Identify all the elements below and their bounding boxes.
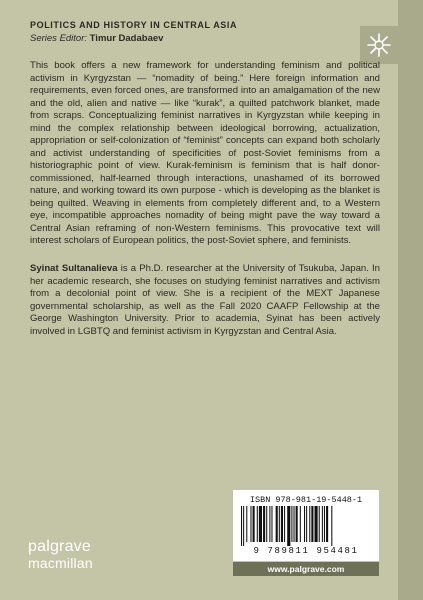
barcode-bar <box>271 506 272 542</box>
barcode-bar <box>304 506 305 542</box>
barcode-bar <box>241 506 242 546</box>
palgrave-logo-icon <box>360 26 398 64</box>
series-editor <box>30 33 163 44</box>
barcode-bar <box>287 506 290 546</box>
barcode-bar <box>253 506 255 542</box>
series-title: POLITICS AND HISTORY IN CENTRAL ASIA <box>30 20 238 30</box>
publisher-website: www.palgrave.com <box>233 562 379 576</box>
series-editor-name: Timur Dadabaev <box>89 33 164 44</box>
barcode-bar <box>319 506 320 542</box>
barcode-digits: 9 789811 954481 <box>253 546 359 556</box>
barcode-icon <box>241 506 371 546</box>
publisher-logo <box>28 539 93 571</box>
barcode-bar <box>281 506 283 542</box>
barcode-box <box>233 490 379 561</box>
barcode-bar <box>294 506 295 542</box>
publisher-name-line1: palgrave <box>28 538 91 555</box>
barcode-bar <box>300 506 301 542</box>
publisher-name-line2: macmillan <box>28 555 93 571</box>
barcode-bar <box>311 506 313 542</box>
barcode-bar <box>263 506 265 542</box>
barcode-bar <box>322 506 323 542</box>
spine-strip <box>398 0 423 600</box>
barcode-bar <box>276 506 278 542</box>
barcode-bar <box>284 506 285 542</box>
author-bio-text: is a Ph.D. researcher at the University of Tsukuba, Japan. In her academic research, she focuses on studying feminist narratives and activism from a decolonial point of view. She is a recipient of the MEXT Japanese governmental scholarship, as well as the Fall 2020 CAAFP Fellowship at the George Washington University. Prior to academia, Syinat has been actively involved in LGBTQ and feminist activism in Kyrgyzstan and Central Asia. <box>30 263 380 337</box>
barcode-bar <box>296 506 298 542</box>
barcode-bar <box>266 506 267 542</box>
barcode-bar <box>306 506 307 542</box>
barcode-bar <box>257 506 258 542</box>
barcode-bar <box>250 506 251 542</box>
barcode-bar <box>243 506 244 546</box>
book-blurb: This book offers a new framework for understanding feminism and political activism in Kyrgyzstan — “nomadity of being.” Here foreign information and requirements, even forced ones, are transformed into an amalgamation of the new and the old, alien and native — like “kurak”, a quilted patchwork blanket, made from scraps. Conceptualizing feminist narratives in Kyrgyzstan while keeping in mind the complex relationship between ideological borrowing, actualization, appropriation or self-colonization of “feminist” concepts can expand both scholarly and activist understanding of specificities of post-Soviet feminisms from a historiographic point of view. Kurak-feminism is feminism that is half donor-commissioned, half-learned through interactions, unashamed of its borrowed nature, and working toward its own purpose - which is developing as the blanket is being quilted. Weaving in elements from completely different and, to a Western eye, incompatible approaches nomadity of being might pave the way toward a Central Asian reframing of non-Western feminisms. This provocative text will interest scholars of European politics, the post-Soviet sphere, and feminists. <box>30 60 380 246</box>
isbn-label: ISBN 978-981-19-5448-1 <box>249 495 363 505</box>
barcode-bar <box>315 506 318 542</box>
author-name: Syinat Sultanalieva <box>30 263 118 274</box>
series-editor-label: Series Editor: <box>30 33 88 44</box>
barcode-bar <box>259 506 262 542</box>
barcode-bar <box>309 506 310 542</box>
author-bio <box>30 263 380 338</box>
barcode-bar <box>279 506 280 542</box>
barcode-bar <box>326 506 328 542</box>
barcode-bar <box>324 506 325 542</box>
barcode-bar <box>246 506 247 542</box>
barcode-bar <box>291 506 292 542</box>
barcode-bar <box>269 506 270 542</box>
barcode-bar <box>331 506 332 546</box>
